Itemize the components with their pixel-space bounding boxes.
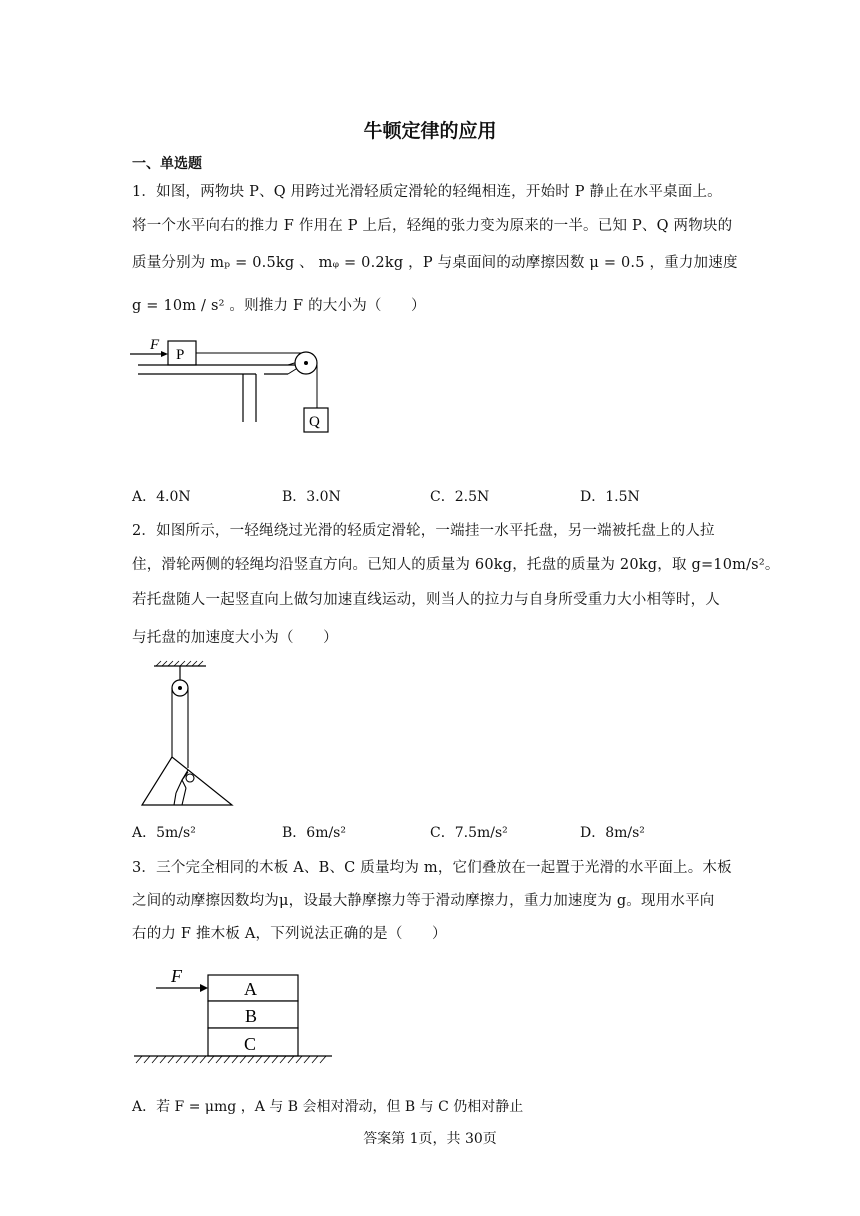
q1-line-3: 质量分别为 mₚ = 0.5kg 、 mᵩ = 0.2kg ，P 与桌面间的动摩擦因数 μ = 0.5 ，重力加速度 [132,255,738,271]
page-title: 牛顿定律的应用 [363,120,497,142]
q2-option-c[interactable]: C．7.5m/s² [430,825,508,841]
q2-figure [138,660,238,810]
q3-option-a[interactable]: A．若 F = μmg ，A 与 B 会相对滑动，但 B 与 C 仍相对静止 [132,1099,524,1115]
q3-fig-a-label: A [244,979,257,999]
q2-line-1: 2．如图所示，一轻绳绕过光滑的轻质定滑轮，一端挂一水平托盘，另一端被托盘上的人拉 [132,523,715,539]
page-footer: 答案第 1页，共 30页 [363,1131,497,1147]
q2-line-4: 与托盘的加速度大小为（ ） [132,630,338,646]
q1-figure [128,334,348,438]
q2-line-2: 住，滑轮两侧的轻绳均沿竖直方向。已知人的质量为 60kg，托盘的质量为 20kg，取 g=10m/s²。 [132,557,780,573]
q3-line-1: 3．三个完全相同的木板 A、B、C 质量均为 m，它们叠放在一起置于光滑的水平面上。木板 [132,860,732,876]
q1-option-b[interactable]: B．3.0N [282,489,341,505]
q3-fig-c-label: C [244,1034,257,1054]
q1-fig-q-label: Q [309,414,320,430]
q3-fig-force-label: F [171,966,182,986]
q2-option-b[interactable]: B．6m/s² [282,825,346,841]
q1-line-1: 1．如图，两物块 P、Q 用跨过光滑轻质定滑轮的轻绳相连，开始时 P 静止在水平桌面上。 [132,184,722,200]
q3-line-2: 之间的动摩擦因数均为μ，设最大静摩擦力等于滑动摩擦力，重力加速度为 g。现用水平向 [132,893,715,909]
q1-option-a[interactable]: A．4.0N [132,489,191,505]
person [174,770,194,805]
q2-option-a[interactable]: A．5m/s² [132,825,196,841]
q1-fig-force-label: F [150,337,160,353]
q1-fig-p-label: P [176,347,185,363]
q1-line-2: 将一个水平向右的推力 F 作用在 P 上后，轻绳的张力变为原来的一半。已知 P、Q 两物块的 [132,218,733,234]
q3-line-3: 右的力 F 推木板 A，下列说法正确的是（ ） [132,926,447,942]
q3-figure [128,962,338,1072]
q1-line-4: g = 10m / s² 。则推力 F 的大小为（ ） [132,298,426,314]
section-heading: 一、单选题 [132,156,202,172]
q3-fig-b-label: B [245,1006,258,1026]
q1-option-c[interactable]: C．2.5N [430,489,490,505]
q2-line-3: 若托盘随人一起竖直向上做匀加速直线运动，则当人的拉力与自身所受重力大小相等时，人 [132,592,720,608]
q2-option-d[interactable]: D．8m/s² [580,825,645,841]
q1-option-d[interactable]: D．1.5N [580,489,640,505]
